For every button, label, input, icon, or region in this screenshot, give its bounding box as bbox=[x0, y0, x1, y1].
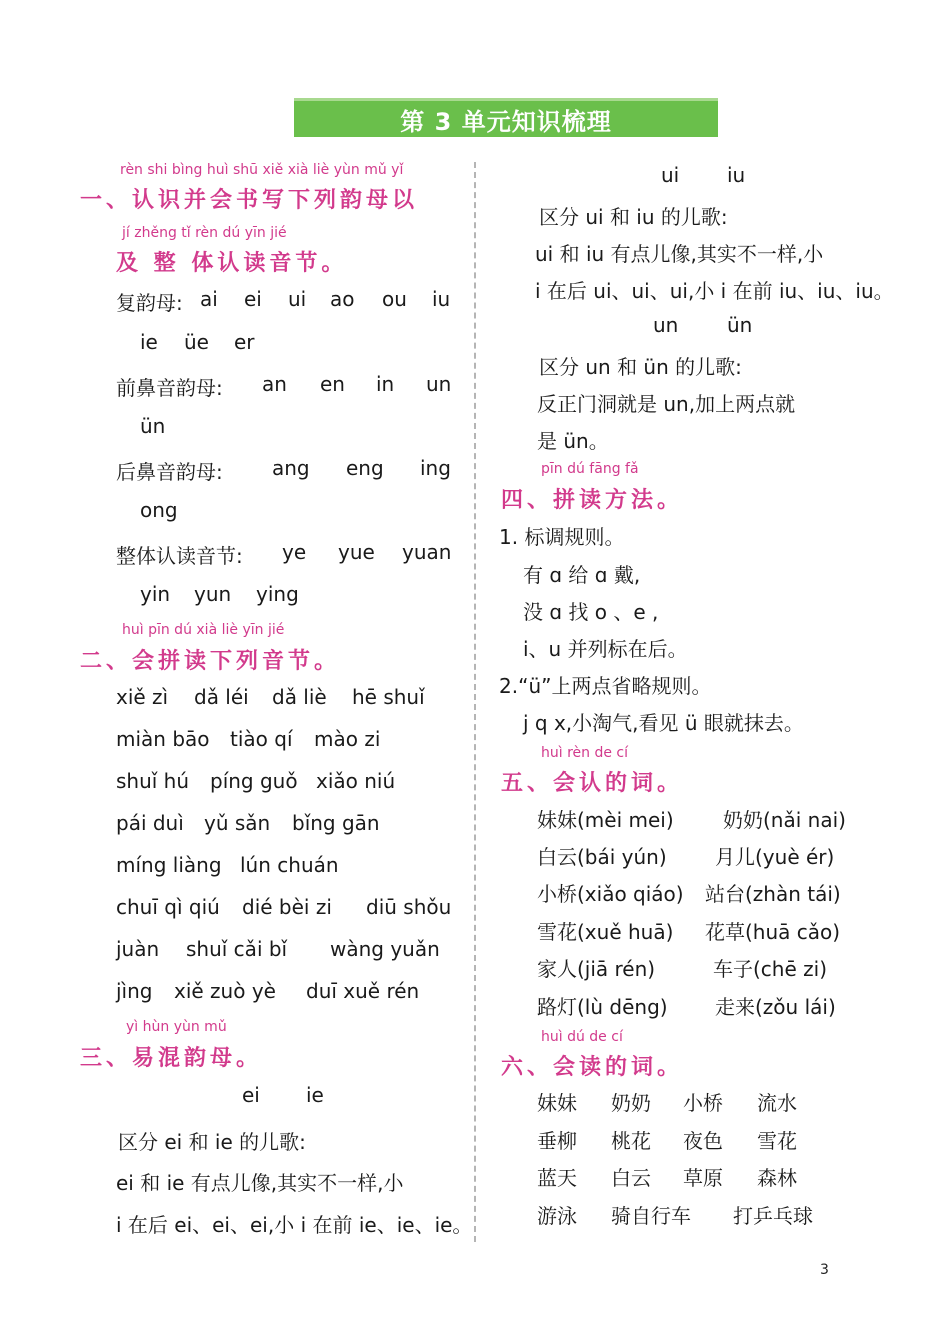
rule-1-title: 1. 标调规则。 bbox=[499, 525, 625, 549]
s4-pinyin: pīn dú fāng fǎ bbox=[541, 461, 639, 477]
s3-song-line-1: ei 和 ie 有点儿像,其实不一样,小 bbox=[116, 1171, 404, 1195]
column-divider bbox=[474, 162, 476, 1242]
song-un-yun-line-2: 是 ün。 bbox=[537, 429, 609, 453]
s5-heading: 五、会认的词。 bbox=[501, 771, 684, 796]
s6-heading: 六、会读的词。 bbox=[501, 1055, 684, 1080]
song-ui-iu-line-1: ui 和 iu 有点儿像,其实不一样,小 bbox=[535, 242, 824, 266]
s1-pinyin-2: jí zhěng tǐ rèn dú yīn jié bbox=[122, 225, 287, 241]
fuyunmu-label: 复韵母: bbox=[116, 291, 183, 315]
s2-pinyin: huì pīn dú xià liè yīn jié bbox=[122, 622, 285, 638]
zhengti-label: 整体认读音节: bbox=[116, 544, 243, 568]
s1-pinyin-1: rèn shi bìng huì shū xiě xià liè yùn mǔ yǐ bbox=[120, 162, 404, 178]
song-un-yun-line-1: 反正门洞就是 un,加上两点就 bbox=[537, 392, 796, 416]
rule-1-line-2: 没 ɑ 找 o 、e , bbox=[523, 600, 659, 624]
houbiyin-row-2: ong bbox=[140, 498, 178, 522]
rule-1-line-1: 有 ɑ 给 ɑ 戴, bbox=[523, 563, 641, 587]
qianbiyin-label: 前鼻音韵母: bbox=[116, 376, 223, 400]
s2-heading: 二、会拼读下列音节。 bbox=[80, 649, 341, 674]
qianbiyin-row-2: ün bbox=[140, 414, 166, 438]
song-ui-iu-title: 区分 ui 和 iu 的儿歌: bbox=[539, 205, 728, 229]
s3-heading: 三、易混韵母。 bbox=[80, 1046, 263, 1071]
page-number: 3 bbox=[820, 1262, 829, 1278]
s4-heading: 四、拼读方法。 bbox=[501, 488, 684, 513]
s3-song-title: 区分 ei 和 ie 的儿歌: bbox=[118, 1130, 306, 1154]
rule-1-line-3: i、u 并列标在后。 bbox=[523, 637, 688, 661]
s3-pinyin: yì hùn yùn mǔ bbox=[126, 1019, 227, 1035]
rule-2-title: 2.“ü”上两点省略规则。 bbox=[499, 674, 712, 698]
s6-pinyin: huì dú de cí bbox=[541, 1029, 623, 1045]
song-ui-iu-line-2: i 在后 ui、ui、ui,小 i 在前 iu、iu、iu。 bbox=[535, 279, 894, 303]
houbiyin-label: 后鼻音韵母: bbox=[116, 460, 223, 484]
s3-song-line-2: i 在后 ei、ei、ei,小 i 在前 ie、ie、ie。 bbox=[116, 1213, 473, 1237]
rule-2-line-1: j q x,小淘气,看见 ü 眼就抹去。 bbox=[523, 711, 804, 735]
s1-heading-1: 一、认识并会书写下列韵母以 bbox=[80, 188, 419, 213]
song-un-yun-title: 区分 un 和 ün 的儿歌: bbox=[539, 355, 742, 379]
unit-title: 第 3 单元知识梳理 bbox=[294, 101, 718, 137]
s1-heading-2: 及 整 体认读音节。 bbox=[116, 251, 348, 276]
s5-pinyin: huì rèn de cí bbox=[541, 745, 629, 761]
